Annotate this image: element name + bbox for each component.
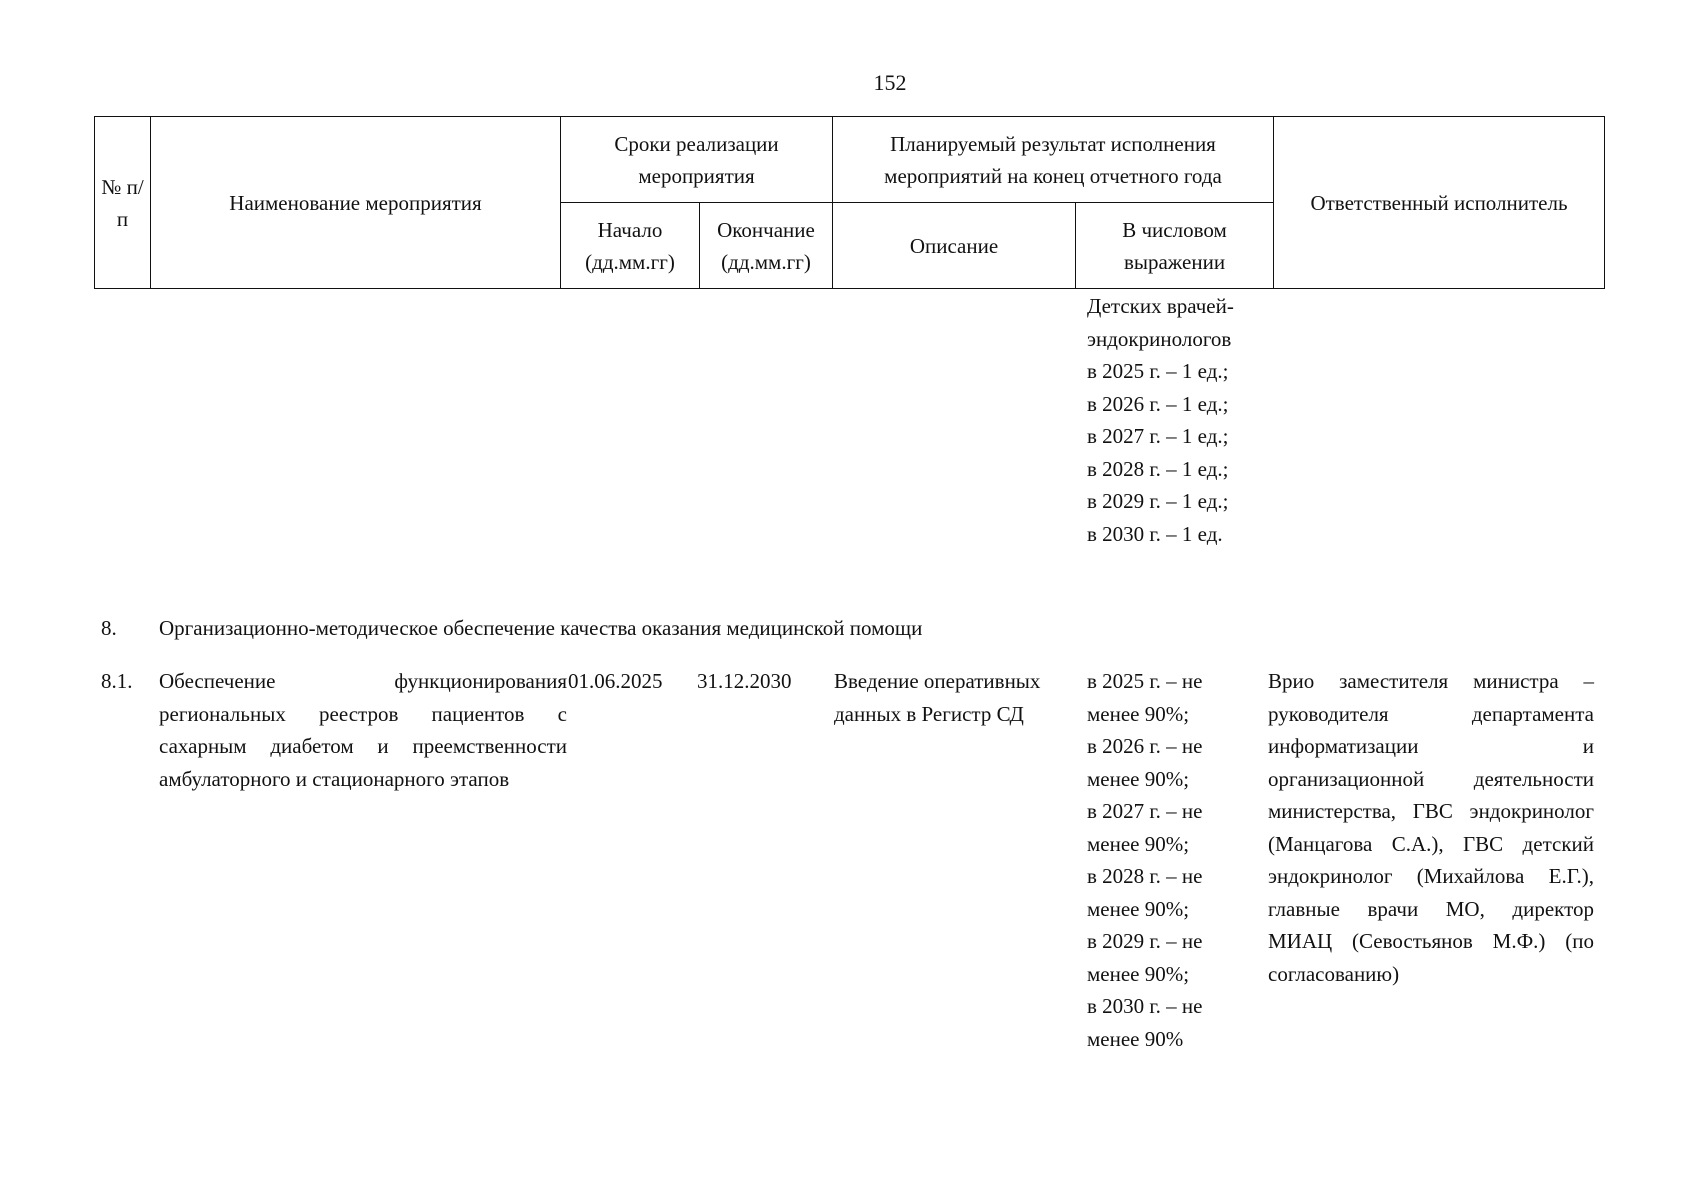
section-title: Организационно-методическое обеспечение качества оказания медицинской помощи xyxy=(159,616,923,640)
row-8-1-numeric-line: менее 90% xyxy=(1087,1026,1184,1051)
header-result: Планируемый результат исполнения мероприятий на конец отчетного года xyxy=(833,117,1274,203)
row-8-1-name: Обеспечение функционирования региональных реестров пациентов с сахарным диабетом и преемственности амбулаторного и стационарного этапов xyxy=(159,669,567,791)
continuation-numeric-line: в 2029 г. – 1 ед.; xyxy=(1087,489,1229,513)
row-8-1-start: 01.06.2025 xyxy=(568,669,663,693)
header-num: № п/п xyxy=(95,117,151,289)
row-8-1-numeric-line: в 2028 г. – не xyxy=(1087,864,1203,888)
continuation-numeric-line: эндокринологов xyxy=(1087,326,1232,351)
row-8-1-description: Введение оперативных данных в Регистр СД xyxy=(834,669,1041,726)
header-terms: Сроки реализации мероприятия xyxy=(561,117,833,203)
header-numeric: В числовом выражении xyxy=(1076,203,1274,289)
header-name: Наименование мероприятия xyxy=(151,117,561,289)
row-8-1-numeric-line: в 2030 г. – не xyxy=(1087,994,1203,1018)
row-8-1-end: 31.12.2030 xyxy=(697,669,792,693)
header-description: Описание xyxy=(833,203,1076,289)
row-8-1-numeric-line: менее 90%; xyxy=(1087,701,1190,726)
header-start: Начало (дд.мм.гг) xyxy=(561,203,700,289)
row-8-1-numeric-line: в 2025 г. – не xyxy=(1087,669,1203,693)
continuation-numeric-line: в 2027 г. – 1 ед.; xyxy=(1087,424,1229,448)
row-8-1-numeric-line: менее 90%; xyxy=(1087,766,1190,791)
row-8-1-number: 8.1. xyxy=(101,669,133,693)
row-8-1-numeric-line: менее 90%; xyxy=(1087,831,1190,856)
continuation-numeric-line: в 2026 г. – 1 ед.; xyxy=(1087,391,1229,416)
row-8-1-numeric-line: менее 90%; xyxy=(1087,896,1190,921)
continuation-numeric-line: в 2025 г. – 1 ед.; xyxy=(1087,359,1229,383)
row-8-1-numeric xyxy=(1087,665,1267,1055)
section-number: 8. xyxy=(101,616,117,640)
row-8-1-numeric-line: в 2029 г. – не xyxy=(1087,929,1203,953)
continuation-numeric-line: Детских врачей- xyxy=(1087,294,1234,318)
header-end: Окончание (дд.мм.гг) xyxy=(700,203,833,289)
table-header xyxy=(94,116,1605,289)
continuation-numeric xyxy=(1087,290,1267,550)
header-responsible: Ответственный исполнитель xyxy=(1274,117,1605,289)
continuation-numeric-line: в 2030 г. – 1 ед. xyxy=(1087,521,1223,546)
page-number: 152 xyxy=(873,70,907,95)
row-8-1-numeric-line: менее 90%; xyxy=(1087,961,1190,986)
row-8-1-numeric-line: в 2026 г. – не xyxy=(1087,734,1203,758)
row-8-1-numeric-line: в 2027 г. – не xyxy=(1087,799,1203,823)
continuation-numeric-line: в 2028 г. – 1 ед.; xyxy=(1087,456,1229,481)
row-8-1-responsible: Врио заместителя министра – руководителя департамента информатизации и организационной деятельности министерства, ГВС эндокринолог (Манцагова С.А.), ГВС детский эндокринолог (Михайлова Е.Г.), главные врачи МО, директор МИАЦ (Севостьянов М.Ф.) (по согласованию) xyxy=(1268,669,1594,986)
